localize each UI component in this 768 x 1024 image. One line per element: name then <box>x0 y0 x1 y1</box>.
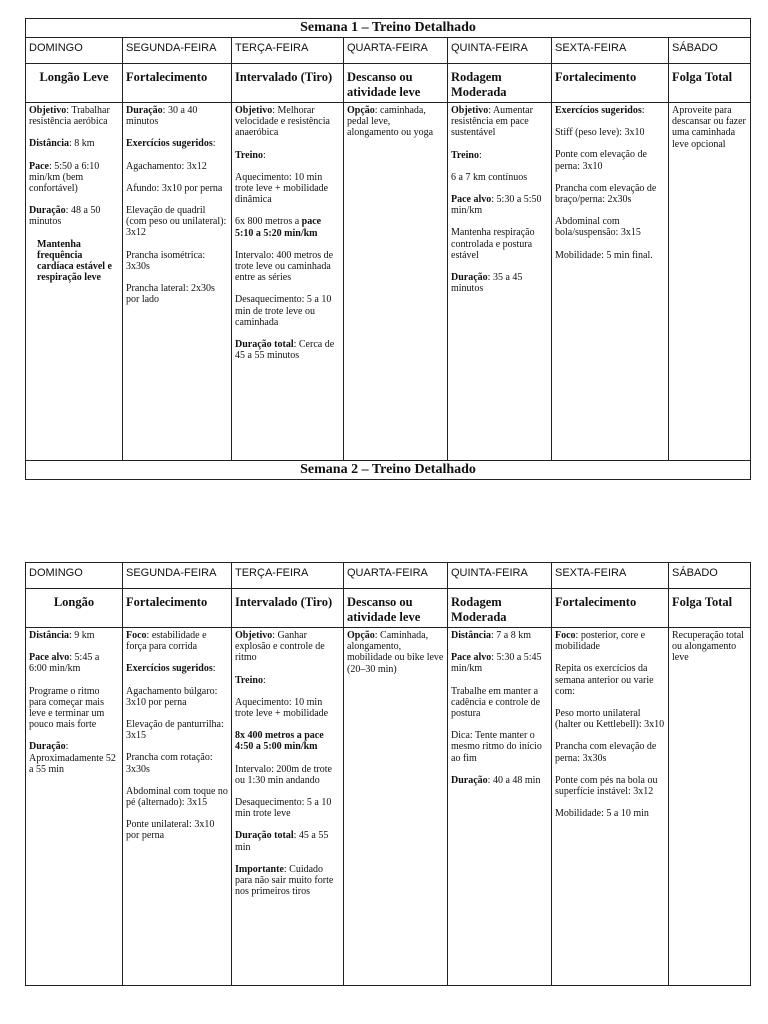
week1-type-saturday: Folga Total <box>669 64 751 103</box>
week1-tuesday-details: Objetivo: Melhorar velocidade e resistência anaeróbica Treino: Aquecimento: 10 min trote leve + mobilidade dinâmica 6x 800 metros a pace 5:10 a 5:20 min/km Intervalo: 400 metros de trote leve ou caminhada entre as séries Desaquecimento: 5 a 10 min de trote leve ou caminhada Duração total: Cerca de 45 a 55 minutos <box>232 103 344 461</box>
week2-day-monday: SEGUNDA-FEIRA <box>123 563 232 589</box>
list-item: Ponte com elevação de perna: 3x10 <box>555 149 647 172</box>
week1-friday-details: Exercícios sugeridos: Stiff (peso leve): 3x10 Ponte com elevação de perna: 3x10 Prancha com elevação de braço/perna: 2x30s Abdominal com bola/suspensão: 3x15 Mobilidade: 5 min final. <box>552 103 669 461</box>
week2-day-saturday: SÁBADO <box>669 563 751 589</box>
week1-day-thursday: QUINTA-FEIRA <box>448 38 552 64</box>
week2-type-thursday: Rodagem Moderada <box>448 589 552 628</box>
week1-table <box>25 18 751 480</box>
week2-type-tuesday: Intervalado (Tiro) <box>232 589 344 628</box>
week1-type-thursday: Rodagem Moderada <box>448 64 552 103</box>
week2-type-wednesday: Descanso ou atividade leve <box>344 589 448 628</box>
week1-wednesday-details: Opção: caminhada, pedal leve, alongamento ou yoga <box>344 103 448 461</box>
week2-type-friday: Fortalecimento <box>552 589 669 628</box>
week2-day-sunday: DOMINGO <box>26 563 123 589</box>
list-item: Ponte unilateral: 3x10 por perna <box>126 819 215 842</box>
list-item: Agachamento: 3x12 <box>126 160 207 172</box>
week2-saturday-details: Recuperação total ou alongamento leve <box>669 628 751 986</box>
week1-type-tuesday: Intervalado (Tiro) <box>232 64 344 103</box>
week1-title: Semana 1 – Treino Detalhado <box>26 19 751 38</box>
list-item: Mobilidade: 5 a 10 min <box>555 808 649 820</box>
week2-thursday-details: Distância: 7 a 8 km Pace alvo: 5:30 a 5:45 min/km Trabalhe em manter a cadência e controle de postura Dica: Tente manter o mesmo ritmo do início ao fim Duração: 40 a 48 min <box>448 628 552 986</box>
list-item: Elevação de panturrilha: 3x15 <box>126 719 224 742</box>
week1-monday-details: Duração: 30 a 40 minutos Exercícios sugeridos: Agachamento: 3x12 Afundo: 3x10 por perna Elevação de quadril (com peso ou unilateral): 3x12 Prancha isométrica: 3x30s Prancha lateral: 2x30s por lado <box>123 103 232 461</box>
week1-type-monday: Fortalecimento <box>123 64 232 103</box>
week1-day-sunday: DOMINGO <box>26 38 123 64</box>
week1-type-friday: Fortalecimento <box>552 64 669 103</box>
week2-title: Semana 2 – Treino Detalhado <box>26 461 751 480</box>
week1-day-monday: SEGUNDA-FEIRA <box>123 38 232 64</box>
list-item: Abdominal com bola/suspensão: 3x15 <box>555 216 641 239</box>
week2-day-thursday: QUINTA-FEIRA <box>448 563 552 589</box>
week2-day-tuesday: TERÇA-FEIRA <box>232 563 344 589</box>
week1-day-wednesday: QUARTA-FEIRA <box>344 38 448 64</box>
list-item: Ponte com pés na bola ou superfície instável: 3x12 <box>555 774 658 798</box>
list-item: Afundo: 3x10 por perna <box>126 182 223 194</box>
week2-type-sunday: Longão <box>26 589 123 628</box>
list-item: Stiff (peso leve): 3x10 <box>555 127 645 139</box>
week2-tuesday-details: Objetivo: Ganhar explosão e controle de ritmo Treino: Aquecimento: 10 min trote leve + mobilidade 8x 400 metros a pace 4:50 a 5:00 min/km Intervalo: 200m de trote ou 1:30 min andando Desaquecimento: 5 a 10 min trote leve Duração total: 45 a 55 min Importante: Cuidado para não sair muito forte nos primeiros tiros <box>232 628 344 986</box>
list-item: Mobilidade: 5 min final. <box>555 249 653 261</box>
week1-day-tuesday: TERÇA-FEIRA <box>232 38 344 64</box>
week1-sunday-note: Mantenha frequência cardíaca estável e respiração leve <box>37 238 112 284</box>
week1-day-friday: SEXTA-FEIRA <box>552 38 669 64</box>
week2-day-wednesday: QUARTA-FEIRA <box>344 563 448 589</box>
week2-type-saturday: Folga Total <box>669 589 751 628</box>
week1-sunday-details: Objetivo: Trabalhar resistência aeróbica Distância: 8 km Pace: 5:50 a 6:10 min/km (bem confortável) Duração: 48 a 50 minutos Mantenha frequência cardíaca estável e respiração leve <box>26 103 123 461</box>
list-item: Prancha com rotação: 3x30s <box>126 752 213 775</box>
week2-sunday-details: Distância: 9 km Pace alvo: 5:45 a 6:00 min/km Programe o ritmo para começar mais leve e terminar um pouco mais forte Duração: Aproximadamente 52 a 55 min <box>26 628 123 986</box>
list-item: Prancha isométrica: 3x30s <box>126 249 206 272</box>
week2-type-monday: Fortalecimento <box>123 589 232 628</box>
week1-day-saturday: SÁBADO <box>669 38 751 64</box>
list-item: Prancha com elevação de perna: 3x30s <box>555 741 657 764</box>
week1-thursday-details: Objetivo: Aumentar resistência em pace sustentável Treino: 6 a 7 km contínuos Pace alvo: 5:30 a 5:50 min/km Mantenha respiração controlada e postura estável Duração: 35 a 45 minutos <box>448 103 552 461</box>
list-item: Peso morto unilateral (halter ou Kettlebell): 3x10 <box>555 708 665 731</box>
list-item: Agachamento búlgaro: 3x10 por perna <box>126 685 218 708</box>
week2-wednesday-details: Opção: Caminhada, alongamento, mobilidade ou bike leve (20–30 min) <box>344 628 448 986</box>
week1-saturday-details: Aproveite para descansar ou fazer uma caminhada leve opcional <box>669 103 751 461</box>
week1-type-sunday: Longão Leve <box>26 64 123 103</box>
week1-type-wednesday: Descanso ou atividade leve <box>344 64 448 103</box>
week2-day-friday: SEXTA-FEIRA <box>552 563 669 589</box>
list-item: Elevação de quadril (com peso ou unilateral): 3x12 <box>126 205 227 239</box>
list-item: Abdominal com toque no pé (alternado): 3x15 <box>126 785 228 809</box>
list-item: Prancha com elevação de braço/perna: 2x30s <box>555 182 657 206</box>
week2-monday-details: Foco: estabilidade e força para corrida Exercícios sugeridos: Agachamento búlgaro: 3x10 por perna Elevação de panturrilha: 3x15 Prancha com rotação: 3x30s Abdominal com toque no pé (alternado): 3x15 Ponte unilateral: 3x10 por perna <box>123 628 232 986</box>
list-item: Prancha lateral: 2x30s por lado <box>126 283 215 306</box>
week2-friday-details: Foco: posterior, core e mobilidade Repita os exercícios da semana anterior ou varie com: Peso morto unilateral (halter ou Kettlebell): 3x10 Prancha com elevação de perna: 3x30s Ponte com pés na bola ou superfície instável: 3x12 Mobilidade: 5 a 10 min <box>552 628 669 986</box>
week2-table <box>25 562 751 986</box>
